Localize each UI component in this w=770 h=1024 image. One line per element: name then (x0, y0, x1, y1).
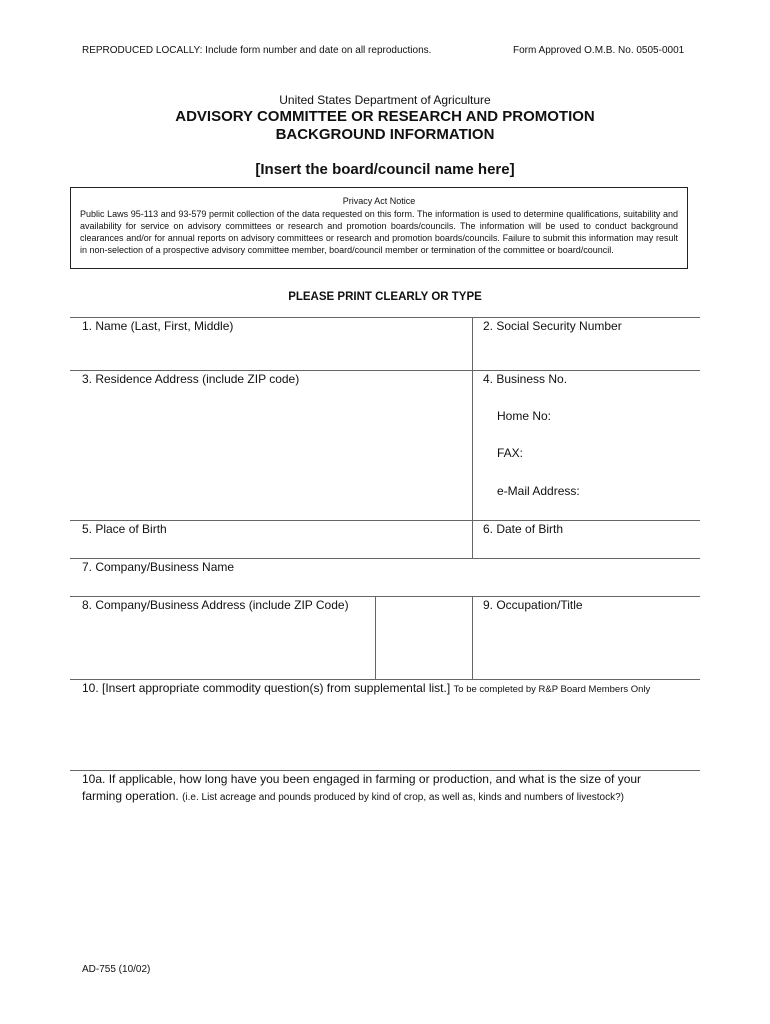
column-divider (375, 596, 376, 679)
form-title-line2: BACKGROUND INFORMATION (275, 126, 495, 143)
farming-question-line2: farming operation. (82, 789, 179, 803)
privacy-title: Privacy Act Notice (342, 196, 416, 206)
divider (70, 596, 700, 597)
farming-question[interactable] (82, 771, 641, 806)
print-instruction: PLEASE PRINT CLEARLY OR TYPE (288, 291, 482, 303)
occupation-field[interactable]: 9. Occupation/Title (483, 598, 583, 612)
divider (70, 679, 700, 680)
form-title-line1: ADVISORY COMMITTEE OR RESEARCH AND PROMOTION (175, 108, 595, 125)
privacy-body: Public Laws 95-113 and 93-579 permit collection of the data requested on this form. The information is used to determine qualifications, suitability and availability for service on advisory committees or research and promotion boards/councils. The information will be used to conduct background clearances and/or for annual reports on advisory committees or research and promotion boards/councils. Failure to submit this information may result in non-selection of a prospective advisory committee member, board/council member or termination of the committee or board/council. (80, 209, 678, 255)
place-of-birth-field[interactable]: 5. Place of Birth (82, 522, 167, 536)
divider (70, 558, 700, 559)
company-name-field[interactable]: 7. Company/Business Name (82, 560, 235, 574)
email-field[interactable]: e-Mail Address: (497, 484, 580, 498)
omb-approval: Form Approved O.M.B. No. 0505-0001 (513, 45, 685, 56)
residence-address-field[interactable]: 3. Residence Address (include ZIP code) (82, 372, 300, 386)
farming-question-note: (i.e. List acreage and pounds produced by kind of crop, as well as, kinds and numbers of livestock?) (182, 792, 624, 803)
column-divider (472, 317, 473, 370)
divider (70, 370, 700, 371)
column-divider (472, 370, 473, 520)
company-address-field[interactable]: 8. Company/Business Address (include ZIP Code) (82, 598, 349, 612)
divider (70, 520, 700, 521)
business-phone-field[interactable]: 4. Business No. (483, 372, 568, 386)
form-number: AD-755 (10/02) (82, 964, 151, 975)
commodity-question[interactable] (82, 681, 650, 695)
board-name-placeholder: [Insert the board/council name here] (255, 161, 515, 178)
board-members-note: To be completed by R&P Board Members Only (453, 684, 651, 695)
column-divider (472, 596, 473, 679)
date-of-birth-field[interactable]: 6. Date of Birth (483, 522, 564, 536)
privacy-act-notice (70, 187, 688, 269)
commodity-question-label: 10. [Insert appropriate commodity question(s) from supplemental list.] (82, 681, 451, 695)
agency-name: United States Department of Agriculture (279, 93, 491, 107)
name-field[interactable]: 1. Name (Last, First, Middle) (82, 319, 234, 333)
fax-field[interactable]: FAX: (497, 446, 524, 460)
home-phone-field[interactable]: Home No: (497, 409, 552, 423)
farming-question-line1: 10a. If applicable, how long have you been engaged in farming or production, and what is the size of your (82, 772, 642, 786)
divider (70, 317, 700, 318)
column-divider (472, 520, 473, 558)
reproduction-notice: REPRODUCED LOCALLY: Include form number and date on all reproductions. (82, 45, 432, 56)
ssn-field[interactable]: 2. Social Security Number (483, 319, 622, 333)
